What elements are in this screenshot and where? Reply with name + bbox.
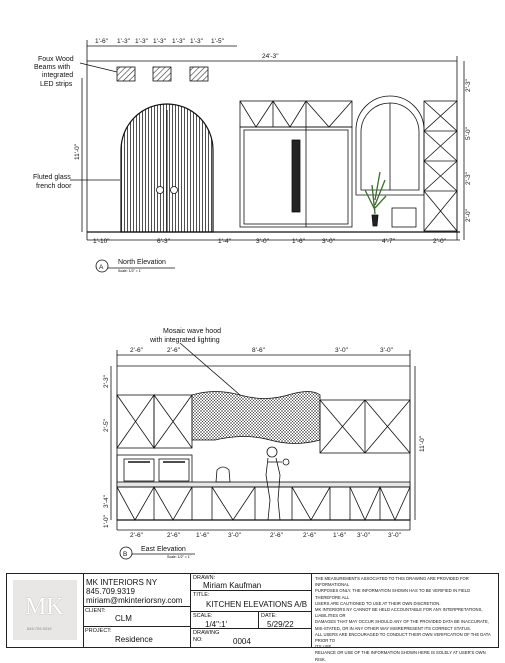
- disclaimer-line: ITS USE.: [315, 644, 333, 650]
- north-bottom-dims: [93, 238, 447, 245]
- dim-text: 2'-3": [465, 172, 472, 185]
- dim-text: 1'-3": [135, 38, 148, 45]
- label-letter: B: [123, 551, 128, 558]
- dim-text: 6'-3": [157, 238, 170, 245]
- dim-text: 1'-0": [103, 515, 110, 528]
- drawing-no-value: 0004: [233, 637, 251, 646]
- dim-text: 1'-6": [292, 238, 305, 245]
- note-line: french door: [36, 183, 72, 190]
- dim-text: 1'-3": [190, 38, 203, 45]
- dim-text: 2'-5": [103, 419, 110, 432]
- drawn-label: DRAWN:: [193, 575, 216, 581]
- drawing-no-label: DRAWING NO:: [193, 630, 220, 643]
- dim-text: 3'-0": [388, 532, 401, 539]
- client-label: CLIENT:: [85, 608, 106, 614]
- dim-text: 2'-6": [167, 347, 180, 354]
- dim-text: 2'-6": [270, 532, 283, 539]
- scale-value: 1/4":1': [205, 620, 228, 629]
- wood-beam: [153, 67, 171, 81]
- note-line: LED strips: [40, 81, 73, 88]
- logo-phone: 845.709.9319: [27, 626, 52, 631]
- dim-text: 1'-6": [196, 532, 209, 539]
- north-elevation: [70, 40, 464, 240]
- disclaimer-line: DAMAGES THAT MAY OCCUR SHOULD ANY OF THE PROVIDED DATA BE INACCURATE,: [315, 619, 489, 625]
- dim-text: 2'-6": [130, 532, 143, 539]
- dim-text: 1'-3": [172, 38, 185, 45]
- dim-text: 3'-0": [228, 532, 241, 539]
- dim-text: 3'-0": [380, 347, 393, 354]
- logo-cell: [7, 574, 84, 647]
- client-cell: [83, 607, 191, 627]
- dim-text: 2'-6": [167, 532, 180, 539]
- date-value: 5/29/22: [267, 620, 294, 629]
- mosaic-wave-hood: [192, 392, 320, 444]
- note-line: with integrated lighting: [150, 337, 220, 344]
- disclaimer-line: PURPOSES ONLY. THE INFORMATION SHOWN HAS TO BE VERIFIED IN FIELD THEREFORE ALL: [315, 588, 471, 600]
- disclaimer-line: THE MEASUREMENTS ASSOCIATED TO THIS DRAWING ARE PROVIDED FOR INFORMATIONAL: [315, 576, 469, 588]
- drawing-no-cell: [191, 629, 312, 647]
- title-value: KITCHEN ELEVATIONS A/B: [206, 600, 308, 609]
- east-notes: [149, 328, 221, 344]
- dim-text: 2'-0": [433, 238, 446, 245]
- dim-text: 3'-0": [322, 238, 335, 245]
- dim-text: 1'-3": [153, 38, 166, 45]
- scale-cell: [191, 612, 259, 629]
- label-letter: A: [99, 264, 104, 271]
- client-value: CLM: [115, 614, 132, 623]
- dim-text: 4'-7": [382, 238, 395, 245]
- logo-mark: MK: [25, 594, 64, 620]
- elevation-scale: Scale: 1/2" = 1': [118, 269, 142, 273]
- north-notes: [33, 56, 74, 190]
- project-value: Residence: [115, 635, 153, 644]
- dim-text: 3'-4": [103, 495, 110, 508]
- company-phone: 845.709.9319: [86, 587, 135, 596]
- disclaimer-line: ALL USERS ARE ENCOURAGED TO CONDUCT THEIR OWN VERIFICATION OF THE DATA PRIOR TO: [315, 631, 491, 644]
- upper-cabinets: [240, 101, 352, 127]
- disclaimer-line: RELIANCE OR USE OF THE INFORMATION SHOWN HERE IS SOLELY AT USER'S OWN RISK.: [315, 650, 486, 662]
- elevation-title: North Elevation: [118, 259, 166, 266]
- dim-text: 1'-5": [211, 38, 224, 45]
- note-line: integrated: [42, 72, 74, 79]
- project-label: PROJECT:: [85, 628, 112, 634]
- dim-text: 3'-0": [256, 238, 269, 245]
- date-cell: [259, 612, 312, 629]
- title-block: [6, 573, 499, 662]
- east-elevation: [111, 343, 415, 530]
- dim-text: 2'-6": [303, 532, 316, 539]
- drawn-value: Miriam Kaufman: [203, 581, 262, 590]
- disclaimer-line: MIS-STATED, OR IN ANY OTHER WAY MISREPRESENT ITS CORRECT STATUS.: [315, 625, 471, 631]
- elevation-title: East Elevation: [141, 546, 186, 553]
- height-dim: 11'-0": [74, 143, 81, 160]
- north-label: [96, 259, 175, 273]
- note-line: Fluted glass: [33, 174, 71, 181]
- overall-dim: 24'-3": [262, 53, 279, 60]
- dim-text: 1'-6": [95, 38, 108, 45]
- east-left-dims: [103, 374, 426, 528]
- dim-text: 2'-3": [103, 375, 110, 388]
- dim-text: 3'-0": [335, 347, 348, 354]
- disclaimer-line: MK INTERIORS NY CANNOT BE HELD ACCOUNTABLE FOR ANY INTERPRETATIONS, LIABILITIES OR: [315, 607, 483, 619]
- wood-beam: [190, 67, 208, 81]
- east-label: [120, 546, 195, 559]
- project-cell: [83, 627, 191, 647]
- east-top-dims: [130, 347, 394, 354]
- note-line: Foux Wood: [38, 56, 74, 63]
- height-dim: 11'-0": [419, 435, 426, 452]
- drawn-cell: [191, 574, 312, 591]
- company-cell: [83, 574, 191, 607]
- company-email: miriam@mkinteriorsny.com: [86, 596, 183, 605]
- note-line: Mosaic wave hood: [163, 328, 221, 335]
- disclaimer-line: USERS ARE CAUTIONED TO USE AT THEIR OWN DISCRETION.: [315, 600, 441, 606]
- dim-text: 2'-3": [465, 79, 472, 92]
- potted-plant: [365, 172, 386, 226]
- mk-logo: [13, 580, 77, 640]
- date-label: DATE:: [261, 613, 277, 619]
- east-bottom-dims: [130, 532, 402, 539]
- scale-label: SCALE:: [193, 613, 213, 619]
- dim-text: 2'-6": [130, 347, 143, 354]
- dim-text: 1'-4": [218, 238, 231, 245]
- wood-beam: [117, 67, 135, 81]
- dim-text: 2'-0": [465, 209, 472, 222]
- elevation-scale: Scale: 1/2" = 1': [167, 555, 191, 559]
- dim-text: 1'-10": [93, 238, 110, 245]
- title-cell: [191, 591, 312, 612]
- kettle: [216, 467, 230, 482]
- note-line: Beams with: [34, 64, 71, 71]
- dim-text: 3'-0": [357, 532, 370, 539]
- dim-text: 1'-6": [333, 532, 346, 539]
- dim-text: 8'-6": [252, 347, 265, 354]
- dim-text: 5'-0": [465, 127, 472, 140]
- dim-text: 1'-3": [117, 38, 130, 45]
- disclaimer: [312, 574, 498, 662]
- north-top-dims: [95, 38, 279, 60]
- company-name: MK INTERIORS NY: [86, 578, 158, 587]
- title-label: TITLE:: [193, 592, 210, 598]
